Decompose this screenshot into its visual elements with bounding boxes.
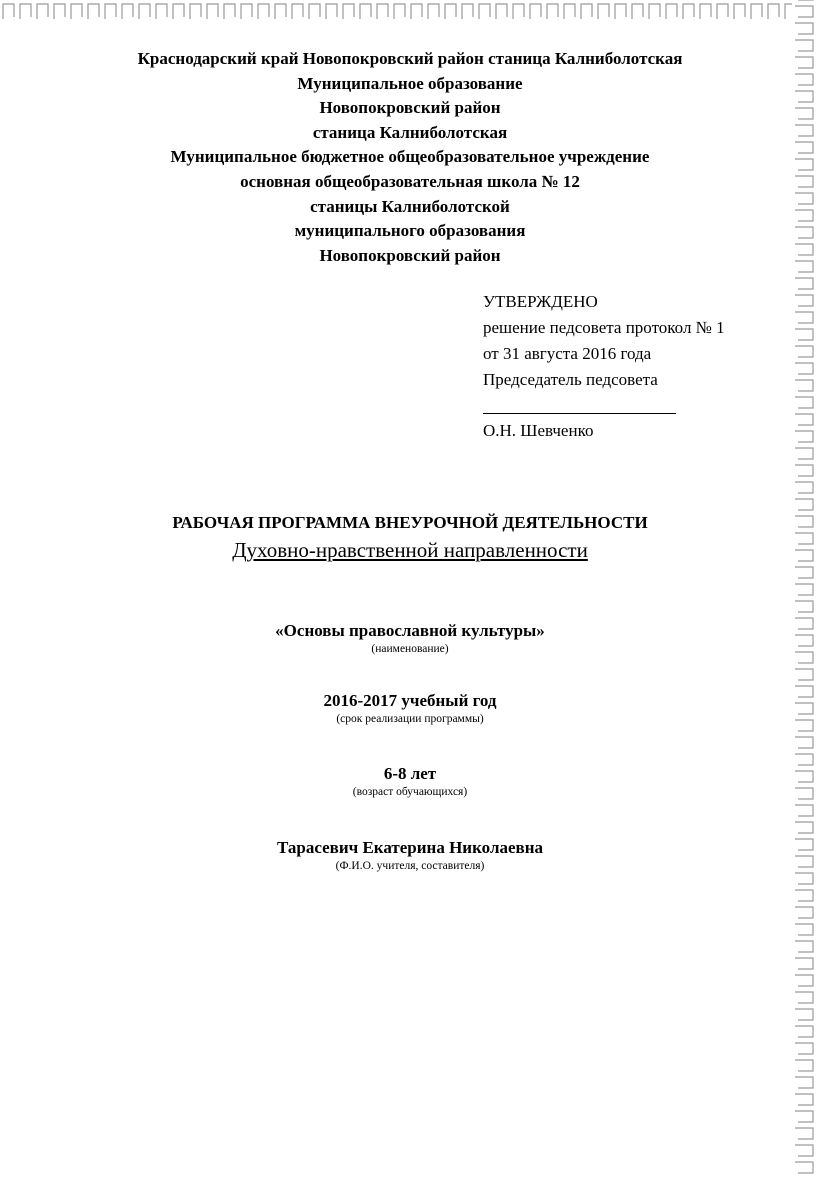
- institution-header: [60, 47, 760, 268]
- header-line: станица Калниболотская: [312, 122, 508, 142]
- approval-protocol: решение педсовета протокол № 1: [483, 318, 725, 337]
- header-line: Новопокровский район: [319, 245, 501, 265]
- program-period-caption: (срок реализации программы): [336, 713, 484, 725]
- signature-line: [483, 393, 676, 414]
- header-line: муниципального образования: [294, 221, 526, 241]
- approval-chair-title: Председатель педсовета: [483, 370, 658, 389]
- header-line: Новопокровский район: [319, 98, 501, 118]
- program-name: «Основы православной культуры»: [275, 621, 545, 640]
- header-line: Муниципальное образование: [297, 73, 523, 93]
- program-name-block: [60, 620, 760, 657]
- program-title: РАБОЧАЯ ПРОГРАММА ВНЕУРОЧНОЙ ДЕЯТЕЛЬНОСТИ: [172, 513, 648, 532]
- header-line: основная общеобразовательная школа № 12: [240, 171, 580, 191]
- approval-date: от 31 августа 2016 года: [483, 344, 652, 363]
- header-line: станицы Калниболотской: [310, 196, 510, 216]
- program-period-block: [60, 690, 760, 727]
- program-age-block: [60, 763, 760, 800]
- program-age: 6-8 лет: [383, 764, 437, 783]
- decorative-border-top: [0, 0, 816, 22]
- header-line: Краснодарский край Новопокровский район станица Калниболотская: [137, 49, 683, 68]
- decorative-border-right: [792, 0, 816, 1178]
- program-period: 2016-2017 учебный год: [323, 691, 497, 710]
- approval-status: УТВЕРЖДЕНО: [483, 292, 598, 311]
- program-author: Тарасевич Екатерина Николаевна: [276, 838, 544, 857]
- program-title-block: [60, 511, 760, 565]
- program-age-caption: (возраст обучающихся): [352, 786, 468, 798]
- approval-block: [483, 289, 763, 444]
- program-name-caption: (наименование): [371, 643, 449, 655]
- header-line: Муниципальное бюджетное общеобразовательное учреждение: [170, 147, 650, 167]
- program-author-block: [60, 837, 760, 874]
- program-direction: Духовно-нравственной направленности: [232, 538, 588, 562]
- approval-chair-name: О.Н. Шевченко: [483, 421, 594, 440]
- program-author-caption: (Ф.И.О. учителя, составителя): [335, 860, 485, 872]
